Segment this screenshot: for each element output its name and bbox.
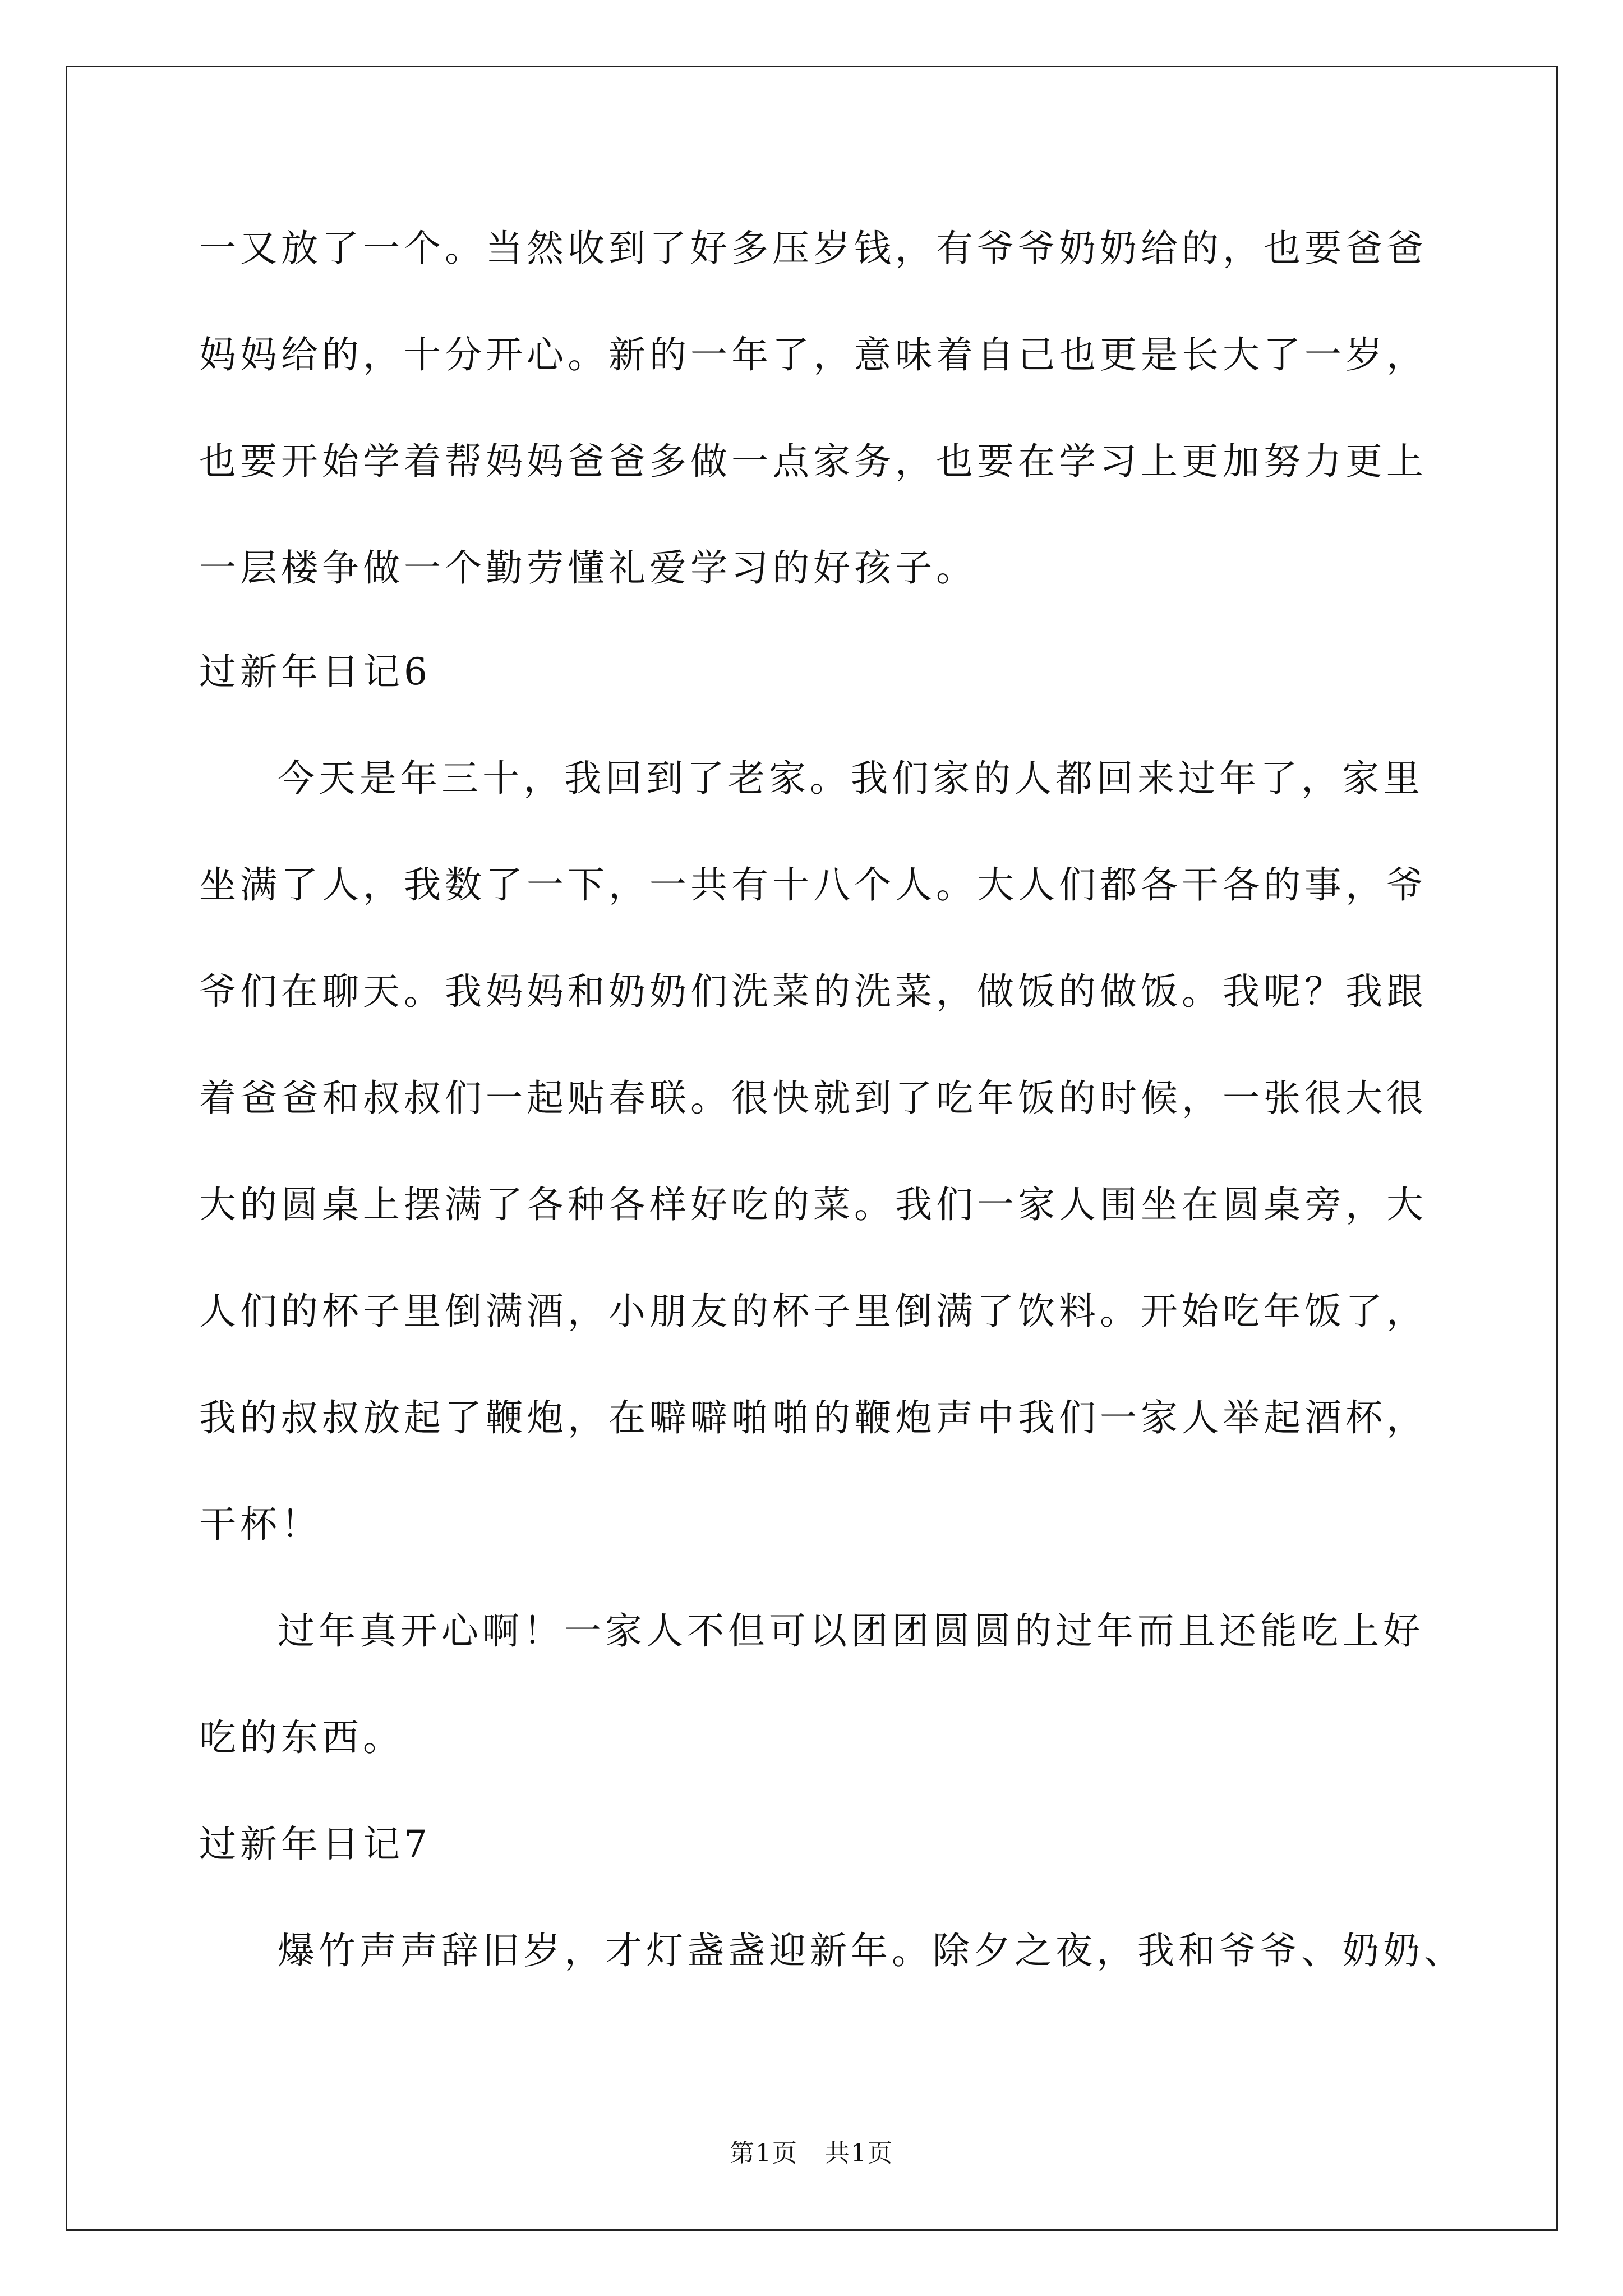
text-line: 一又放了一个。当然收到了好多压岁钱，有爷爷奶奶给的，也要爸爸 [199,227,1427,270]
text-line: 吃的东西。 [199,1716,404,1759]
text-line: 人们的杯子里倒满酒，小朋友的杯子里倒满了饮料。开始吃年饭了， [199,1290,1427,1333]
text-line: 今天是年三十，我回到了老家。我们家的人都回来过年了，家里 [278,757,1424,800]
section-heading: 过新年日记7 [199,1823,431,1866]
text-line: 妈妈给的，十分开心。新的一年了，意味着自己也更是长大了一岁， [199,333,1427,376]
text-line: 大的圆桌上摆满了各种各样好吃的菜。我们一家人围坐在圆桌旁，大 [199,1183,1427,1226]
section-heading: 过新年日记6 [199,650,431,693]
text-line: 过年真开心啊！一家人不但可以团团圆圆的过年而且还能吃上好 [278,1609,1424,1653]
page-footer: 第1页 共1页 [730,2139,893,2168]
text-line: 爷们在聊天。我妈妈和奶奶们洗菜的洗菜，做饭的做饭。我呢？我跟 [199,970,1427,1013]
text-line: 一层楼争做一个勤劳懂礼爱学习的好孩子。 [199,546,977,590]
text-line: 着爸爸和叔叔们一起贴春联。很快就到了吃年饭的时候，一张很大很 [199,1076,1427,1120]
text-line: 也要开始学着帮妈妈爸爸多做一点家务，也要在学习上更加努力更上 [199,440,1427,483]
page-frame [66,66,1558,2231]
text-line: 坐满了人，我数了一下，一共有十八个人。大人们都各干各的事，爷 [199,863,1427,907]
text-line: 爆竹声声辞旧岁，才灯盏盏迎新年。除夕之夜，我和爷爷、奶奶、 [278,1929,1465,1972]
text-line: 干杯！ [199,1503,322,1546]
text-line: 我的叔叔放起了鞭炮，在噼噼啪啪的鞭炮声中我们一家人举起酒杯， [199,1396,1427,1439]
